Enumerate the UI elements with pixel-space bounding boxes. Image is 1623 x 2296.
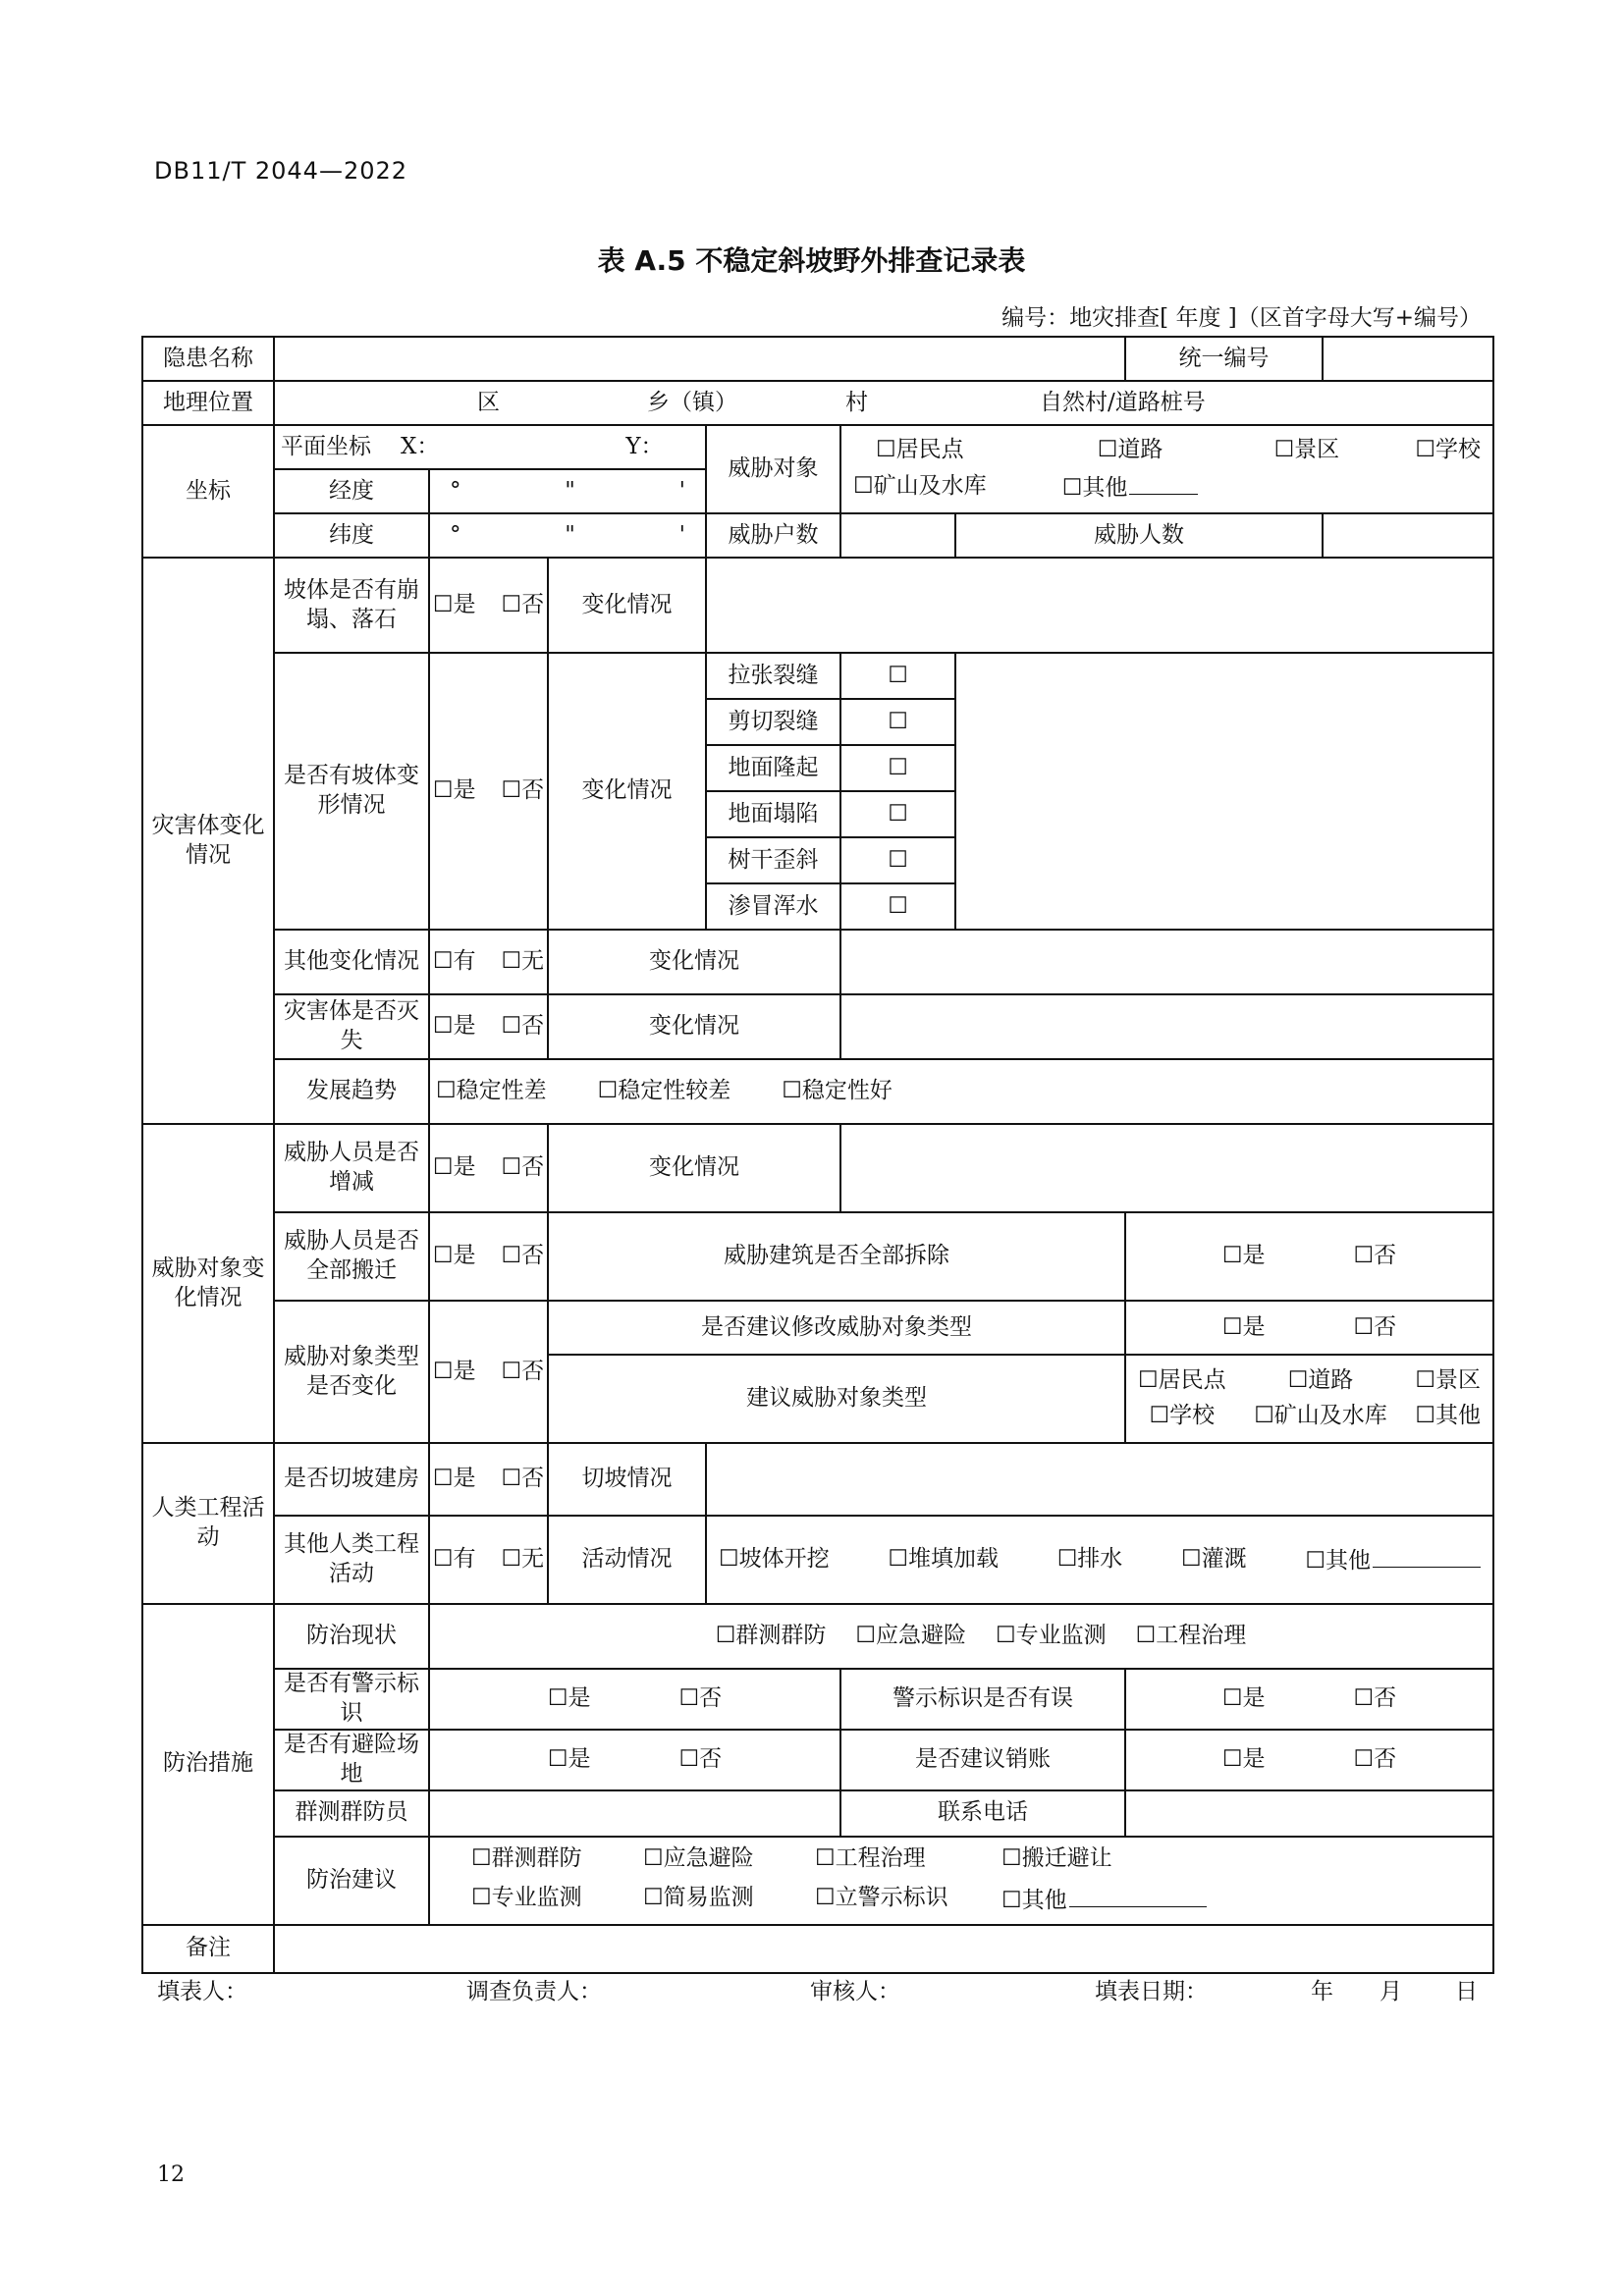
people-relocated-label: 威胁人员是否全部搬迁 [274,1212,429,1301]
vanished-yes-no [429,994,548,1059]
deform-checkbox-tree-tilt[interactable]: ☐ [840,837,955,883]
slope-cutting-no[interactable]: ☐否 [501,1466,545,1492]
sign-error-yes[interactable]: ☐是 [1221,1684,1266,1711]
suggest-cancel-no[interactable]: ☐否 [1353,1745,1397,1772]
slope-cutting-label: 是否切坡建房 [274,1443,429,1516]
other-activity-none[interactable]: ☐无 [501,1546,545,1573]
collapse-change-field[interactable] [706,558,1493,653]
date-label: 填表日期： [1095,1979,1208,2004]
refuge-yes[interactable]: ☐是 [547,1745,591,1772]
warning-sign-label: 是否有警示标识 [274,1669,429,1730]
vanished-desc-label: 变化情况 [548,994,840,1059]
hazard-name-label: 隐患名称 [142,337,274,381]
investigator-label: 调查负责人： [466,1979,602,2004]
suggest-school[interactable]: ☐学校 [1149,1403,1216,1428]
suggest-modify-yes[interactable]: ☐是 [1221,1313,1266,1340]
remarks-label: 备注 [142,1925,274,1973]
other-activity-have[interactable]: ☐有 [432,1546,476,1573]
coordinates-label: 坐标 [142,425,274,558]
vanished-yes[interactable]: ☐是 [432,1013,476,1040]
option-scenic[interactable]: ☐景区 [1273,436,1340,462]
trend-poor[interactable]: ☐稳定性差 [436,1078,547,1104]
plane-coord-label: 平面坐标 [281,433,371,459]
deform-type-ground-uplift: 地面隆起 [706,745,840,791]
human-activity-label: 人类工程活动 [142,1443,274,1604]
page-title: 表 A.5 不稳定斜坡野外排查记录表 [597,244,1026,277]
remarks-field[interactable] [274,1925,1493,1973]
building-removed-no[interactable]: ☐否 [1353,1243,1397,1269]
threat-households-field[interactable] [840,513,955,558]
suggest-mine-reservoir[interactable]: ☐矿山及水库 [1254,1403,1387,1428]
status-professional-monitoring[interactable]: ☐专业监测 [996,1623,1107,1649]
deform-checkbox-ground-collapse[interactable]: ☐ [840,791,955,837]
trend-fair[interactable]: ☐稳定性较差 [597,1078,731,1104]
cutting-desc-field[interactable] [706,1443,1493,1516]
suggest-cancel-yes[interactable]: ☐是 [1221,1745,1266,1772]
warning-sign-no[interactable]: ☐否 [678,1684,723,1711]
month-label: 月 [1380,1979,1402,2004]
deform-no[interactable]: ☐否 [501,777,545,804]
year-label: 年 [1311,1979,1333,2004]
trend-options [429,1059,1493,1124]
deform-label: 是否有坡体变形情况 [274,653,429,930]
threat-households-label: 威胁户数 [706,513,840,558]
plane-coordinate-field[interactable] [274,425,706,469]
other-change-desc-label: 变化情况 [548,930,840,994]
filler-label: 填表人： [157,1979,247,2004]
building-removed-label: 威胁建筑是否全部拆除 [548,1212,1125,1301]
people-relocated-no[interactable]: ☐否 [501,1243,545,1269]
type-changed-yes-no [429,1301,548,1443]
suggest-simple-monitoring[interactable]: ☐简易监测 [643,1885,754,1911]
type-changed-no[interactable]: ☐否 [501,1358,545,1384]
vanished-desc-field[interactable] [840,994,1493,1059]
reviewer-label: 审核人： [810,1979,900,2004]
activity-desc-label: 活动情况 [548,1516,706,1604]
suggest-other[interactable]: ☐其他 [1001,1884,1237,1916]
suggest-engineering[interactable]: ☐工程治理 [815,1845,926,1872]
deform-checkbox-tension-crack[interactable]: ☐ [840,653,955,699]
status-engineering[interactable]: ☐工程治理 [1135,1623,1247,1649]
suggest-warning-sign[interactable]: ☐立警示标识 [815,1885,948,1911]
phone-field[interactable] [1125,1790,1493,1837]
cutting-desc-label: 切坡情况 [548,1443,706,1516]
collapse-label: 坡体是否有崩塌、落石 [274,558,429,653]
suggest-modify-label: 是否建议修改威胁对象类型 [548,1301,1125,1355]
suggest-cancel-label: 是否建议销账 [840,1730,1125,1790]
other-change-have[interactable]: ☐有 [432,948,476,975]
deform-yes-no [429,653,548,930]
activity-options [706,1516,1493,1604]
latitude-label: 纬度 [274,513,429,558]
collapse-yes-no [429,558,548,653]
activity-drainage[interactable]: ☐排水 [1056,1546,1123,1573]
refuge-no[interactable]: ☐否 [678,1745,723,1772]
suggest-type-label: 建议威胁对象类型 [548,1355,1125,1443]
hazard-name-field[interactable] [274,337,1125,381]
latitude-field[interactable]: ° " ' [429,513,706,558]
option-other[interactable]: ☐其他 [1062,471,1199,504]
x-label: X： [401,433,440,459]
deform-checkbox-shear-crack[interactable]: ☐ [840,699,955,745]
unified-number-label: 统一编号 [1125,337,1323,381]
survey-record-table [141,336,1494,1974]
prevention-suggest-options [429,1837,1493,1925]
suggest-residential[interactable]: ☐居民点 [1138,1367,1226,1394]
township-label: 乡（镇） [647,389,737,415]
vanished-no[interactable]: ☐否 [501,1013,545,1040]
suggest-professional-monitoring[interactable]: ☐专业监测 [471,1885,582,1911]
deform-type-muddy-seepage: 渗冒浑水 [706,883,840,930]
deform-type-tension-crack: 拉张裂缝 [706,653,840,699]
disaster-change-label: 灾害体变化情况 [142,558,274,1124]
suggest-modify-yes-no [1125,1301,1493,1355]
prevention-status-options [429,1604,1493,1669]
option-residential[interactable]: ☐居民点 [876,436,964,462]
trend-good[interactable]: ☐稳定性好 [782,1078,893,1104]
collapse-yes[interactable]: ☐是 [432,591,476,617]
slope-cutting-yes-no [429,1443,548,1516]
warning-sign-yes-no [429,1669,840,1730]
suggest-type-options [1125,1355,1493,1443]
suggest-other[interactable]: ☐其他 [1415,1403,1481,1428]
suggest-scenic[interactable]: ☐景区 [1415,1367,1481,1394]
threat-people-field[interactable] [1323,513,1493,558]
village-label: 村 [845,389,868,415]
deform-type-shear-crack: 剪切裂缝 [706,699,840,745]
option-school[interactable]: ☐学校 [1415,436,1481,462]
deform-change-label: 变化情况 [548,653,706,930]
status-group-monitoring[interactable]: ☐群测群防 [715,1623,827,1649]
warning-sign-yes[interactable]: ☐是 [547,1684,591,1711]
refuge-label: 是否有避险场地 [274,1730,429,1790]
unified-number-field[interactable] [1323,337,1493,381]
activity-fill-loading[interactable]: ☐堆填加载 [888,1546,999,1573]
threat-object-label: 威胁对象 [706,425,840,513]
other-change-label: 其他变化情况 [274,930,429,994]
threat-change-label: 威胁对象变化情况 [142,1124,274,1443]
longitude-field[interactable]: ° " ' [429,469,706,513]
day-label: 日 [1455,1979,1478,2004]
people-change-desc-field[interactable] [840,1124,1493,1212]
option-mine-reservoir[interactable]: ☐矿山及水库 [853,473,987,499]
suggest-road[interactable]: ☐道路 [1287,1367,1354,1394]
other-activity-label: 其他人类工程活动 [274,1516,429,1604]
people-change-no[interactable]: ☐否 [501,1154,545,1181]
document-code: DB11/T 2044—2022 [154,157,408,185]
collapse-no[interactable]: ☐否 [501,591,545,617]
suggest-group-monitoring[interactable]: ☐群测群防 [471,1845,582,1872]
activity-excavation[interactable]: ☐坡体开挖 [719,1546,830,1573]
other-activity-have-none [429,1516,548,1604]
longitude-label: 经度 [274,469,429,513]
form-numbering: 编号：地灾排查[ 年度 ]（区首字母大写+编号） [1001,305,1482,331]
people-change-label: 威胁人员是否增减 [274,1124,429,1212]
deform-yes[interactable]: ☐是 [432,777,476,804]
monitor-person-label: 群测群防员 [274,1790,429,1837]
y-label: Y： [625,433,664,459]
collapse-change-label: 变化情况 [548,558,706,653]
suggest-emergency-avoidance[interactable]: ☐应急避险 [643,1845,754,1872]
activity-irrigation[interactable]: ☐灌溉 [1181,1546,1247,1573]
suggest-relocation[interactable]: ☐搬迁避让 [1001,1845,1112,1872]
status-emergency-avoidance[interactable]: ☐应急避险 [855,1623,966,1649]
slope-cutting-yes[interactable]: ☐是 [432,1466,476,1492]
building-removed-yes-no [1125,1212,1493,1301]
people-change-yes-no [429,1124,548,1212]
natural-village-label: 自然村/道路桩号 [1040,389,1206,415]
type-changed-yes[interactable]: ☐是 [432,1358,476,1384]
suggest-cancel-yes-no [1125,1730,1493,1790]
prevention-suggest-label: 防治建议 [274,1837,429,1925]
other-change-desc-field[interactable] [840,930,1493,994]
phone-label: 联系电话 [840,1790,1125,1837]
people-change-yes[interactable]: ☐是 [432,1154,476,1181]
people-relocated-yes-no [429,1212,548,1301]
location-field[interactable] [274,381,1493,425]
monitor-person-field[interactable] [429,1790,840,1837]
other-change-have-none [429,930,548,994]
threat-people-label: 威胁人数 [955,513,1323,558]
suggest-modify-no[interactable]: ☐否 [1353,1313,1397,1340]
district-label: 区 [477,389,500,415]
sign-error-no[interactable]: ☐否 [1353,1684,1397,1711]
prevention-label: 防治措施 [142,1604,274,1925]
signature-footer [157,1973,1483,2006]
building-removed-yes[interactable]: ☐是 [1221,1243,1266,1269]
sign-error-label: 警示标识是否有误 [840,1669,1125,1730]
deform-type-ground-collapse: 地面塌陷 [706,791,840,837]
vanished-label: 灾害体是否灭失 [274,994,429,1059]
other-change-none[interactable]: ☐无 [501,948,545,975]
option-road[interactable]: ☐道路 [1097,436,1163,462]
people-relocated-yes[interactable]: ☐是 [432,1243,476,1269]
sign-error-yes-no [1125,1669,1493,1730]
location-label: 地理位置 [142,381,274,425]
type-changed-label: 威胁对象类型是否变化 [274,1301,429,1443]
deform-checkbox-muddy-seepage[interactable]: ☐ [840,883,955,930]
trend-label: 发展趋势 [274,1059,429,1124]
page-number: 12 [157,2163,185,2187]
deform-type-tree-tilt: 树干歪斜 [706,837,840,883]
activity-other[interactable]: ☐其他 [1305,1544,1481,1576]
people-change-desc-label: 变化情况 [548,1124,840,1212]
deform-detail-field[interactable] [955,653,1493,930]
prevention-status-label: 防治现状 [274,1604,429,1669]
deform-checkbox-ground-uplift[interactable]: ☐ [840,745,955,791]
refuge-yes-no [429,1730,840,1790]
threat-object-options [840,425,1493,513]
